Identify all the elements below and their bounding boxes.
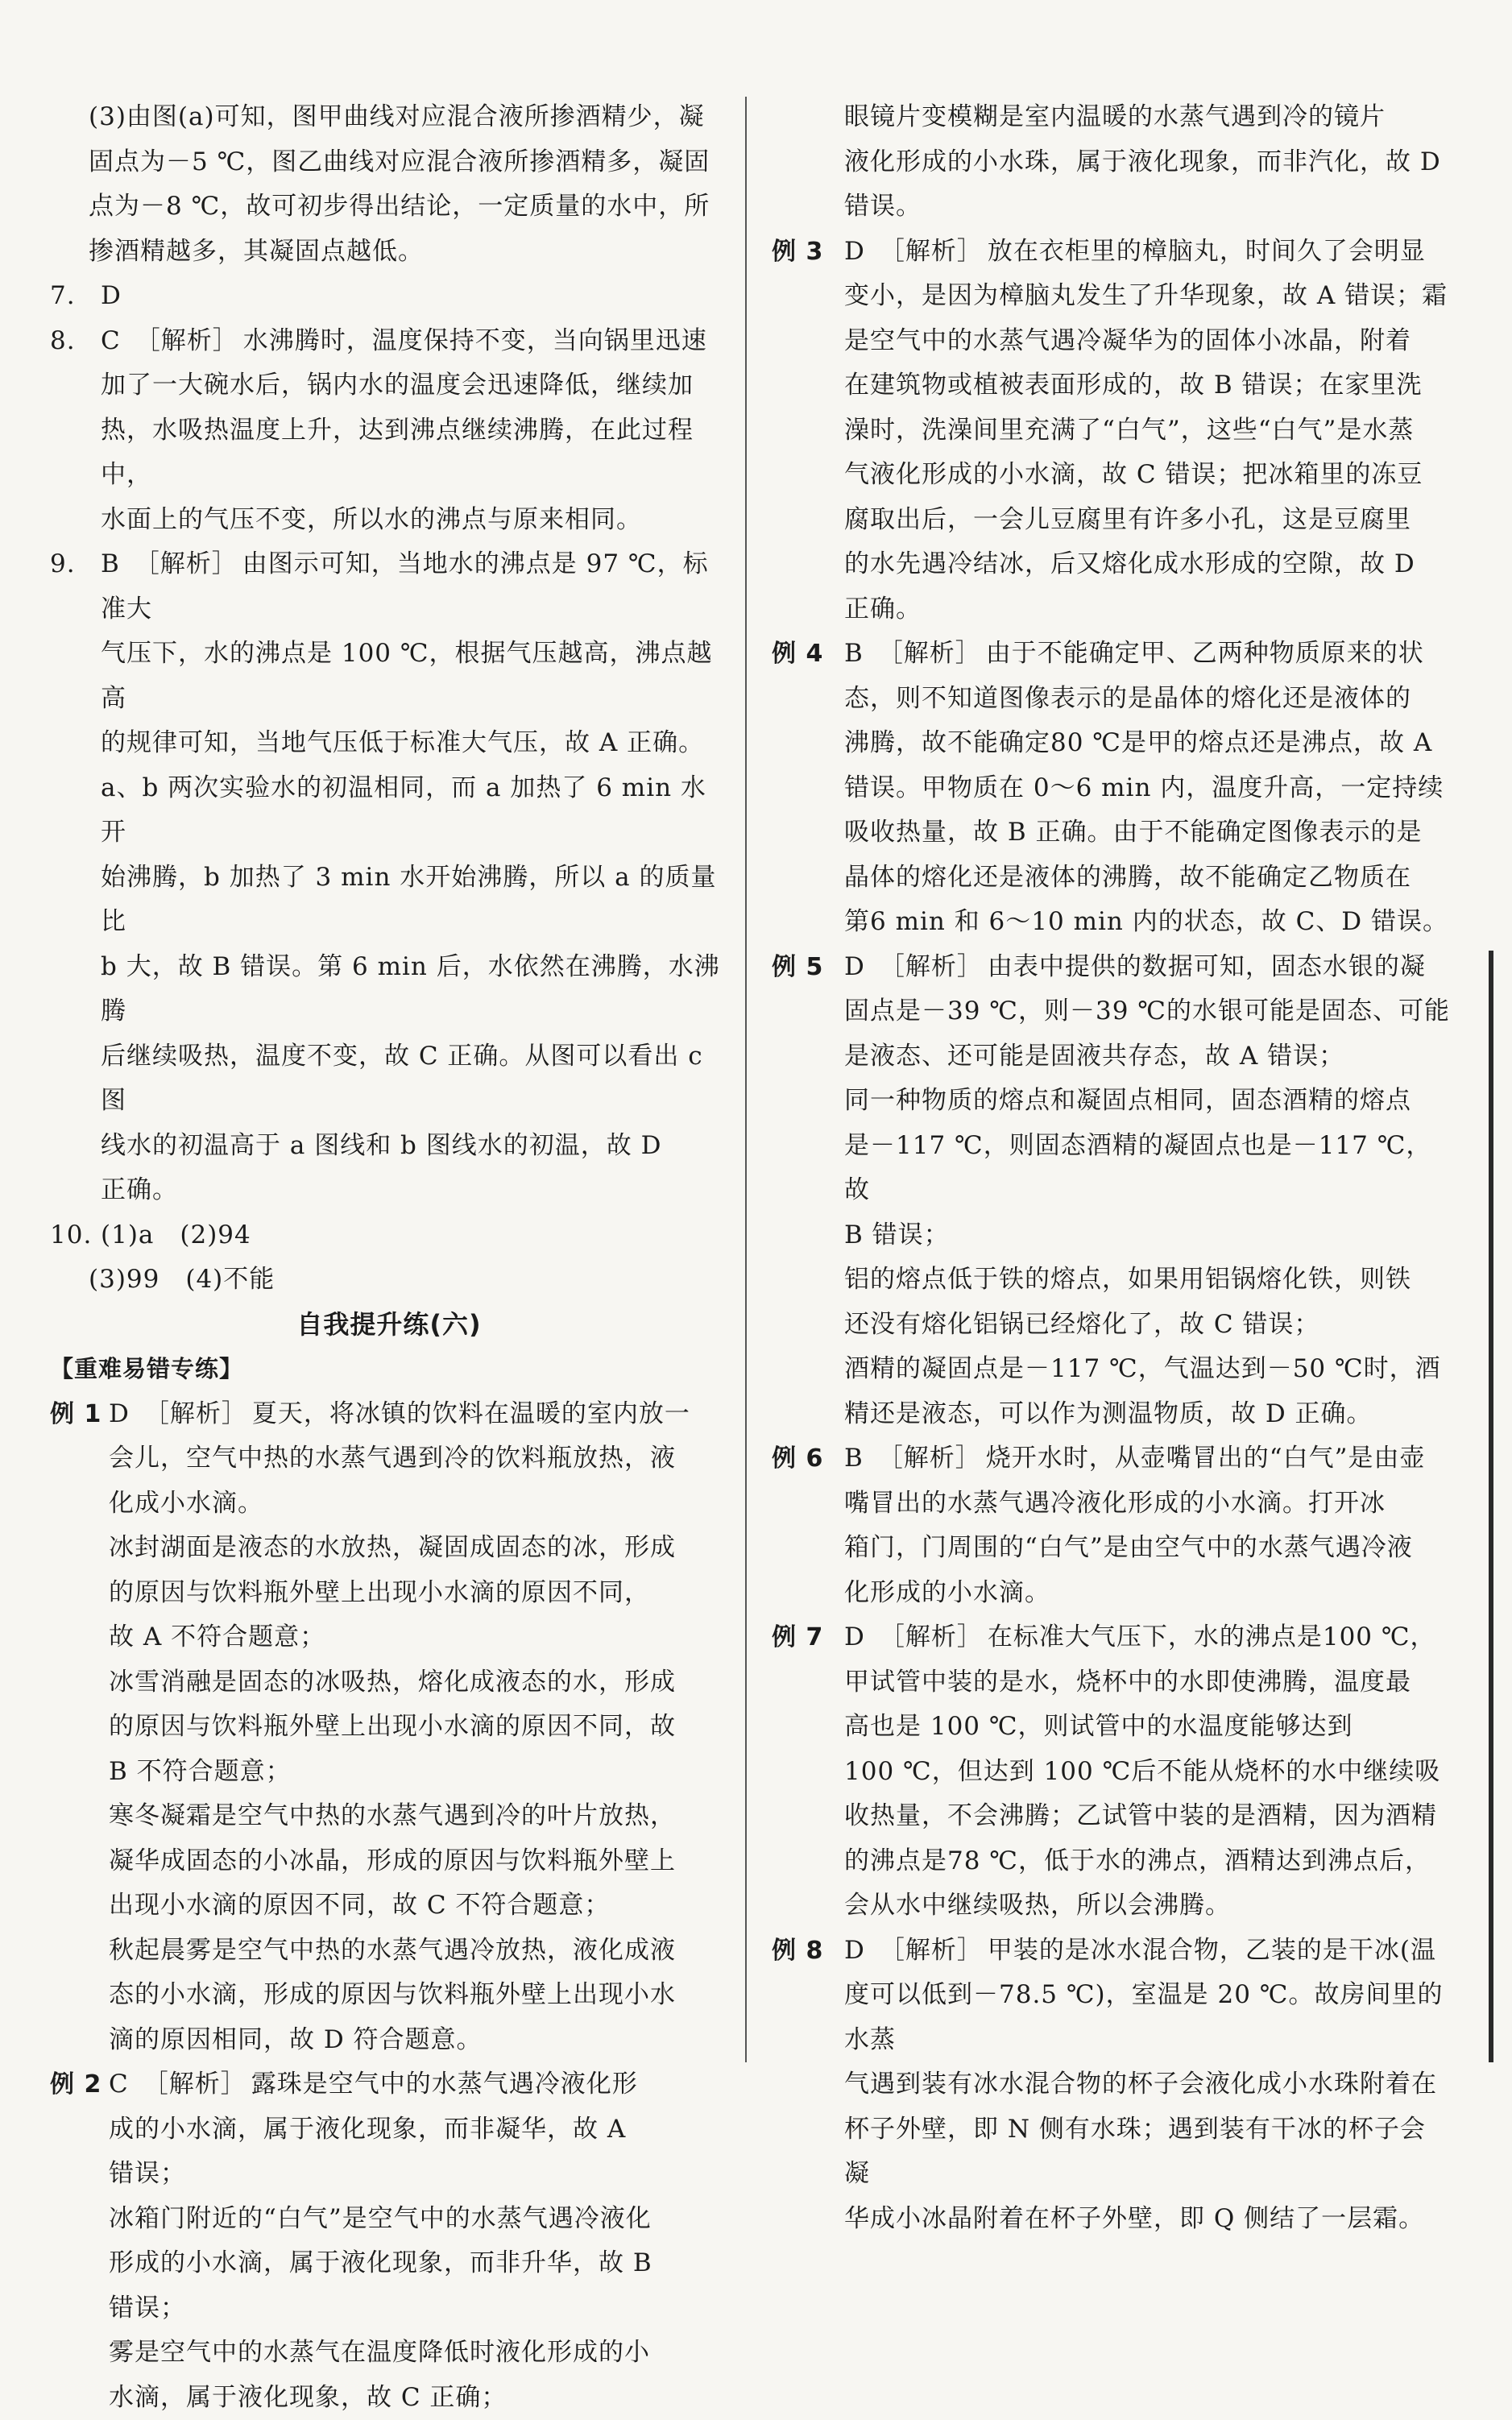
text-line: 同一种物质的熔点和凝固点相同，固态酒精的熔点 — [844, 1079, 1450, 1124]
text-line: 正确。 — [101, 1168, 728, 1213]
text-line: 态的小水滴，形成的原因与饮料瓶外壁上出现小水 — [109, 1973, 728, 2018]
text-line: 水面上的气压不变，所以水的沸点与原来相同。 — [101, 498, 728, 543]
text-line: (3)99 (4)不能 — [89, 1258, 728, 1303]
example-number: 例 4 — [772, 632, 844, 945]
text-line: 的规律可知，当地气压低于标准大气压，故 A 正确。 — [101, 721, 728, 766]
answer-letter: D — [844, 1936, 865, 1965]
text-line: 眼镜片变模糊是室内温暖的水蒸气遇到冷的镜片 — [844, 95, 1450, 140]
text-line: 腐取出后，一会儿豆腐里有许多小孔，这是豆腐里 — [844, 498, 1450, 543]
analysis-tag: ［解析］ — [135, 326, 238, 355]
analysis-tag: ［解析］ — [880, 952, 983, 981]
example-7 — [772, 1615, 1450, 1929]
text-line: B 错误； — [844, 1213, 1450, 1258]
text-line: 的原因与饮料瓶外壁上出现小水滴的原因不同， — [109, 1571, 728, 1616]
text-line: 沸腾，故不能确定80 ℃是甲的熔点还是沸点，故 A — [844, 721, 1450, 766]
text-line: 气压下，水的沸点是 100 ℃，根据气压越高，沸点越高 — [101, 632, 728, 721]
text-line: 箱门，门周围的“白气”是由空气中的水蒸气遇冷液 — [844, 1526, 1450, 1571]
text-line: 热，水吸热温度上升，达到沸点继续沸腾，在此过程中， — [101, 408, 728, 498]
answer-letter: D — [844, 237, 865, 266]
text-line: 会儿，空气中热的水蒸气遇到冷的饮料瓶放热，液 — [109, 1436, 728, 1481]
analysis-tag: ［解析］ — [878, 1444, 981, 1473]
example-8 — [772, 1929, 1450, 2242]
question-10 — [50, 1213, 728, 1258]
text-line: 烧开水时，从壶嘴冒出的“白气”是由壶 — [986, 1444, 1426, 1473]
text-line: 线水的初温高于 a 图线和 b 图线水的初温，故 D — [101, 1124, 728, 1169]
text-line: 澡时，洗澡间里充满了“白气”，这些“白气”是水蒸 — [844, 408, 1450, 454]
example-3 — [772, 230, 1450, 632]
text-line: 酒精的凝固点是－117 ℃，气温达到－50 ℃时，酒 — [844, 1347, 1450, 1392]
text-line: 还没有熔化铝锅已经熔化了，故 C 错误； — [844, 1303, 1450, 1348]
example-number: 例 5 — [772, 945, 844, 1437]
text-line: 冰封湖面是液态的水放热，凝固成固态的冰，形成 — [109, 1526, 728, 1571]
question-9 — [50, 542, 728, 1213]
question-number: 9. — [50, 542, 101, 1213]
text-line: a、b 两次实验水的初温相同，而 a 加热了 6 min 水开 — [101, 766, 728, 856]
text-line: 掺酒精越多，其凝固点越低。 — [89, 230, 728, 275]
analysis-tag: ［解析］ — [143, 2070, 246, 2099]
continued-paragraph — [772, 95, 1450, 230]
text-line: 液化形成的小水珠，属于液化现象，而非汽化，故 D — [844, 140, 1450, 185]
text-line: 错误。甲物质在 0～6 min 内，温度升高，一定持续 — [844, 766, 1450, 811]
text-line: b 大，故 B 错误。第 6 min 后，水依然在沸腾，水沸腾 — [101, 945, 728, 1034]
analysis-tag: ［解析］ — [880, 237, 983, 266]
text-line: 度可以低到－78.5 ℃)，室温是 20 ℃。故房间里的水蒸 — [844, 1973, 1450, 2062]
answer-letter: D — [101, 281, 122, 310]
answer-letter: D — [844, 952, 865, 981]
example-number: 例 6 — [772, 1436, 844, 1615]
text-line: B 不符合题意； — [109, 1750, 728, 1795]
text-line: 嘴冒出的水蒸气遇冷液化形成的小水滴。打开冰 — [844, 1481, 1450, 1527]
text-line: 会从水中继续吸热，所以会沸腾。 — [844, 1883, 1450, 1929]
text-line: 化形成的小水滴。 — [844, 1571, 1450, 1616]
text-line: 收热量，不会沸腾；乙试管中装的是酒精，因为酒精 — [844, 1794, 1450, 1839]
text-line: 冰箱门附近的“白气”是空气中的水蒸气遇冷液化 — [109, 2197, 728, 2242]
example-number: 例 8 — [772, 1929, 844, 2242]
text-line: 的原因与饮料瓶外壁上出现小水滴的原因不同，故 — [109, 1705, 728, 1750]
answer-letter: C — [109, 2070, 129, 2099]
answer-letter: D — [109, 1399, 130, 1428]
example-6 — [772, 1436, 1450, 1615]
analysis-tag: ［解析］ — [878, 639, 981, 668]
question-number: 10. — [50, 1213, 101, 1258]
text-line: 晶体的熔化还是液体的沸腾，故不能确定乙物质在 — [844, 856, 1450, 901]
example-2 — [50, 2062, 728, 2420]
text-line: 气遇到装有冰水混合物的杯子会液化成小水珠附着在 — [844, 2062, 1450, 2107]
text-line: 点为－8 ℃，故可初步得出结论，一定质量的水中，所 — [89, 184, 728, 230]
section-tag: 【重难易错专练】 — [50, 1347, 728, 1392]
example-number: 例 3 — [772, 230, 844, 632]
answer-letter: D — [844, 1622, 865, 1651]
text-line: 冰雪消融是固态的冰吸热，熔化成液态的水，形成 — [109, 1660, 728, 1705]
answer-letter: C — [101, 326, 121, 355]
text-line: 由图示可知，当地水的沸点是 97 ℃，标准大 — [101, 549, 709, 624]
text-line: 是液态、还可能是固液共存态，故 A 错误； — [844, 1034, 1450, 1079]
text-line: 错误； — [109, 2286, 728, 2331]
example-1 — [50, 1392, 728, 2063]
example-number: 例 2 — [50, 2062, 109, 2420]
text-line: 固点为－5 ℃，图乙曲线对应混合液所掺酒精多，凝固 — [89, 140, 728, 185]
text-line: 凝华成固态的小冰晶，形成的原因与饮料瓶外壁上 — [109, 1839, 728, 1884]
text-line: 的沸点是78 ℃，低于水的沸点，酒精达到沸点后， — [844, 1839, 1450, 1884]
analysis-tag: ［解析］ — [144, 1399, 247, 1428]
example-number: 例 7 — [772, 1615, 844, 1929]
text-line: 第6 min 和 6～10 min 内的状态，故 C、D 错误。 — [844, 900, 1450, 945]
text-line: 错误； — [109, 2152, 728, 2197]
analysis-tag: ［解析］ — [135, 549, 238, 578]
example-4 — [772, 632, 1450, 945]
text-line: 由表中提供的数据可知，固态水银的凝 — [988, 952, 1426, 981]
answer-letter: B — [844, 1444, 864, 1473]
answer-letter: B — [101, 549, 120, 578]
text-line: 甲装的是冰水混合物，乙装的是干冰(温 — [988, 1936, 1436, 1965]
column-divider — [745, 97, 747, 2062]
question-number: 8. — [50, 319, 101, 543]
text-line: (1)a (2)94 — [101, 1213, 728, 1258]
question-8 — [50, 319, 728, 543]
text-line: 铝的熔点低于铁的熔点，如果用铝锅熔化铁，则铁 — [844, 1258, 1450, 1303]
text-line: 雾是空气中的水蒸气在温度降低时液化形成的小 — [109, 2331, 728, 2376]
left-column — [50, 95, 728, 2420]
text-line: 正确。 — [844, 587, 1450, 632]
answer-letter: B — [844, 639, 864, 668]
text-line: 加了一大碗水后，锅内水的温度会迅速降低，继续加 — [101, 363, 728, 408]
text-line: 水沸腾时，温度保持不变，当向锅里迅速 — [243, 326, 707, 355]
text-line: 在建筑物或植被表面形成的，故 B 错误；在家里洗 — [844, 363, 1450, 408]
example-5 — [772, 945, 1450, 1437]
text-line: 滴的原因相同，故 D 符合题意。 — [109, 2018, 728, 2063]
question-7 — [50, 274, 728, 319]
text-line: 故 A 不符合题意； — [109, 1615, 728, 1660]
text-line: 甲试管中装的是水，烧杯中的水即使沸腾，温度最 — [844, 1660, 1450, 1705]
analysis-tag: ［解析］ — [880, 1936, 983, 1965]
example-number: 例 1 — [50, 1392, 109, 2063]
text-line: 露珠是空气中的水蒸气遇冷液化形 — [251, 2070, 638, 2099]
text-line: 吸收热量，故 B 正确。由于不能确定图像表示的是 — [844, 810, 1450, 856]
text-line: (3)由图(a)可知，图甲曲线对应混合液所掺酒精少，凝 — [89, 95, 728, 140]
text-line: 高也是 100 ℃，则试管中的水温度能够达到 — [844, 1705, 1450, 1750]
text-line: 的水先遇冷结冰，后又熔化成水形成的空隙，故 D — [844, 542, 1450, 587]
right-column — [772, 95, 1450, 2241]
text-line: 放在衣柜里的樟脑丸，时间久了会明显 — [988, 237, 1426, 266]
text-line: 态，则不知道图像表示的是晶体的熔化还是液体的 — [844, 677, 1450, 722]
text-line: 是－117 ℃，则固态酒精的凝固点也是－117 ℃，故 — [844, 1124, 1450, 1213]
text-line: 在标准大气压下，水的沸点是100 ℃， — [988, 1622, 1436, 1651]
text-line: 寒冬凝霜是空气中热的水蒸气遇到冷的叶片放热， — [109, 1794, 728, 1839]
text-line: 形成的小水滴，属于液化现象，而非升华，故 B — [109, 2241, 728, 2286]
question-number: 7. — [50, 274, 101, 319]
text-line: 精还是液态，可以作为测温物质，故 D 正确。 — [844, 1392, 1450, 1437]
text-line: 华成小冰晶附着在杯子外壁，即 Q 侧结了一层霜。 — [844, 2197, 1450, 2242]
page-edge-shadow — [1489, 951, 1493, 2062]
intro-paragraph — [50, 95, 728, 274]
text-line: 由于不能确定甲、乙两种物质原来的状 — [986, 639, 1424, 668]
text-line: 成的小水滴，属于液化现象，而非凝华，故 A — [109, 2107, 728, 2153]
text-line: 错误。 — [844, 184, 1450, 230]
analysis-tag: ［解析］ — [880, 1622, 983, 1651]
text-line: 是空气中的水蒸气遇冷凝华为的固体小冰晶，附着 — [844, 319, 1450, 364]
text-line: 始沸腾，b 加热了 3 min 水开始沸腾，所以 a 的质量比 — [101, 856, 728, 945]
text-line: 杯子外壁，即 N 侧有水珠；遇到装有干冰的杯子会凝 — [844, 2107, 1450, 2197]
text-line: 变小，是因为樟脑丸发生了升华现象，故 A 错误；霜 — [844, 274, 1450, 319]
text-line: 化成小水滴。 — [109, 1481, 728, 1527]
text-line: 100 ℃，但达到 100 ℃后不能从烧杯的水中继续吸 — [844, 1750, 1450, 1795]
text-line: 水滴，属于液化现象，故 C 正确； — [109, 2376, 728, 2420]
text-line: 气液化形成的小水滴，故 C 错误；把冰箱里的冻豆 — [844, 453, 1450, 498]
text-line: 后继续吸热，温度不变，故 C 正确。从图可以看出 c 图 — [101, 1034, 728, 1124]
text-line: 出现小水滴的原因不同，故 C 不符合题意； — [109, 1883, 728, 1929]
section-heading: 自我提升练(六) — [50, 1303, 728, 1348]
text-line: 夏天，将冰镇的饮料在温暖的室内放一 — [252, 1399, 690, 1428]
question-10-cont — [50, 1258, 728, 1303]
text-line: 固点是－39 ℃，则－39 ℃的水银可能是固态、可能 — [844, 989, 1450, 1034]
text-line: 秋起晨雾是空气中热的水蒸气遇冷放热，液化成液 — [109, 1929, 728, 1974]
